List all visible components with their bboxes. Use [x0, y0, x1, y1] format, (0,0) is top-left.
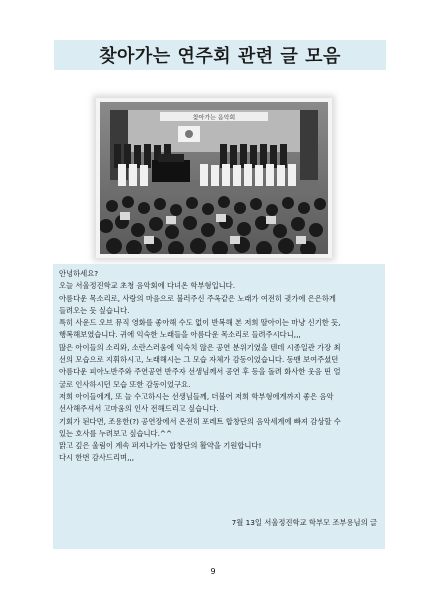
letter-line: 들려오는 듯 싶습니다. [59, 305, 130, 315]
letter-line: 있는 호사를 누려보고 싶습니다.^^ [59, 428, 173, 438]
letter-line: 선사해주셔서 고마움의 인사 전해드리고 싶습니다. [59, 404, 219, 414]
concert-photo-image [100, 102, 328, 254]
photo-banner-text: 찾아가는 음악회 [192, 114, 236, 122]
letter-panel [53, 264, 385, 549]
letter-line: 선의 모습으로 지휘하시고, 노래해시는 그 모습 자체가 감동이었습니다. 동맨 보여주셨던 [59, 355, 339, 365]
title-banner [54, 40, 386, 70]
letter-line: 아름다운 피아노반주와 주연공연 반주자 선생님께서 공연 후 등을 돌려 화사한 웃음 띤 얼 [59, 367, 341, 377]
letter-line: 행복해보였습니다. 귀에 익숙한 노래들을 아름다운 목소리로 들려주시다니,,, [59, 330, 301, 340]
page-number: 9 [210, 567, 216, 576]
letter-line: 저희 아이들에게, 또 늘 수고하시는 선생님들께, 더불어 저희 학부형에게까지 좋은 음악 [59, 391, 334, 401]
letter-line: 굴로 인사하시던 모습 또한 감동이었구요. [59, 379, 191, 389]
letter-line: 오늘 서울정진학교 초청 음악회에 다녀온 학부형입니다. [59, 281, 236, 291]
page-title: 찾아가는 연주회 관련 글 모음 [99, 46, 341, 67]
concert-photo [96, 98, 332, 258]
letter-line: 많은 아이들의 소리와, 소란스러움에 익숙치 않은 공연 분위기였을 텐데 시종일관 가장 최 [59, 342, 341, 352]
letter-line: 특히 사운드 오브 뮤직 영화를 좋아해 수도 없이 반복해 본 저희 딸아이는 마냥 신기한 듯, [59, 318, 341, 328]
letter-line: 기회가 된다면, 조용한(?) 공연장에서 온전히 포레트 합창단의 음악세계에 빠져 감상할 수 [59, 416, 341, 426]
letter-signature: 7월 13일 서울정진학교 학부모 조부용님의 글 [231, 518, 377, 527]
letter-line: 맑고 깊은 울림이 계속 퍼져나가는 합창단의 활약을 기원합니다! [59, 441, 262, 451]
letter-line: 다시 한번 감사드리며,,, [59, 453, 135, 463]
letter-line: 아름다운 목소리로, 사랑의 마음으로 불러주신 주옥같은 노래가 여전히 귓가에 은은하게 [59, 293, 336, 303]
letter-body [59, 268, 381, 465]
letter-line: 안녕하세요? [59, 269, 99, 278]
